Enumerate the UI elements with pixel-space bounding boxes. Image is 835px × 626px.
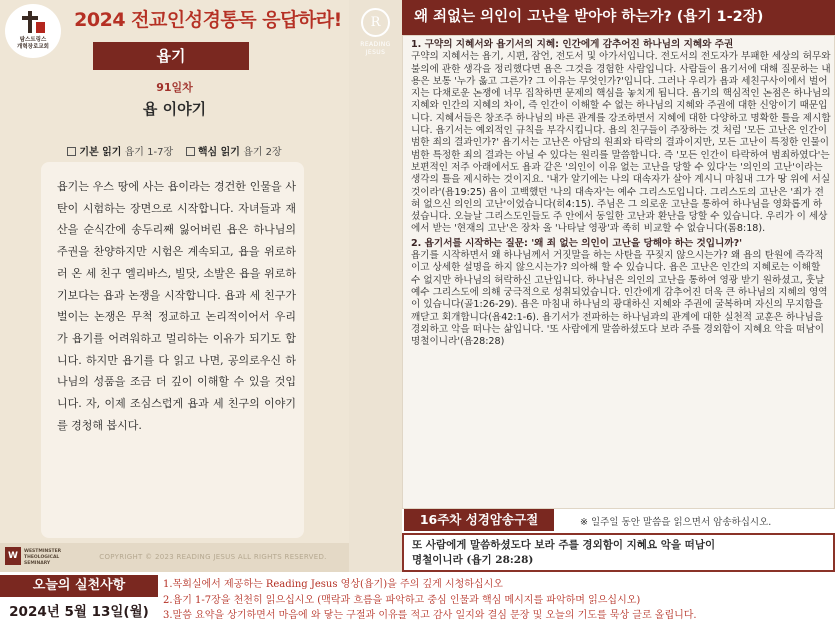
memory-verse-line-1: 또 사람에게 말씀하셨도다 보라 주를 경외함이 지혜요 악을 떠남이 (412, 539, 716, 551)
seminary-line-1: WESTMINSTER (24, 549, 62, 554)
section-2-heading: 2. 욥기서를 시작하는 질문: '왜 죄 없는 의인이 고난을 당해야 하는 것입니까?' (411, 237, 743, 249)
memory-verse-title: 16주차 성경암송구절 (404, 509, 554, 531)
memory-verse-box (402, 533, 835, 572)
practice-item: 1.목회실에서 제공하는 Reading Jesus 영상(욥기)을 주의 깊게 시청하십시오 (163, 579, 503, 590)
seminary-name (24, 549, 61, 567)
cross-icon (28, 11, 32, 33)
logo-text-1: 탐스트링스 (19, 37, 47, 43)
church-logo (5, 4, 61, 58)
commentary-body (411, 39, 831, 348)
cross-bar (22, 16, 38, 20)
copyright: COPYRIGHT © 2023 READING JESUS ALL RIGHTS RESERVED. (99, 553, 327, 561)
seminary-shield-icon: W (5, 547, 21, 565)
reading-jesus-text (349, 41, 402, 57)
memory-verse-note: ※ 일주일 동안 말씀을 읽으면서 암송하십시오. (580, 517, 772, 528)
section-2-body: 욥기를 시작하면서 왜 하나님께서 거짓말을 하는 사탄을 꾸짖지 않으시는가? 왜 욥의 탄원에 즉각적이고 상세한 설명을 하지 않으시는가? 의아해 할 수 있습니다. 욥은 고난은 인간의 지혜로는 이해할 수 없지만 하나님의 허락하신 고난입니다. 하나님은 의인의 고난을 통하여 영광 받기 원하셨고, 훗날 예수 그리스도에 의해 궁극적으로 성취되었습니다. 인간에게 감추어진 더욱 큰 하나님의 지혜의 영역이 있습니다(골1:26-29). 욥은 마침내 하나님의 광대하신 지혜와 주권에 굴복하며 자신의 무지함을 깨닫고 회개합니다(욥42:1-6). 욥기서가 전파하는 하나님과의 관계에 대한 실천적 교훈은 하나님을 경외하고 악을 떠나는 삶입니다. '또 사람에게 말씀하셨도다 보라 주를 경외함이 지혜요 악을 떠남이 명철이니라'(욥28:28) (411, 250, 828, 348)
section-title: 욥 이야기 (142, 100, 207, 118)
practice-item: 3.말씀 요약을 상기하면서 마음에 와 닿는 구절과 이유를 적고 감사 일지와 결심 문장 및 오늘의 기도를 묵상 글로 올립니다. (163, 610, 697, 621)
core-reading-label: 핵심 읽기 (197, 147, 240, 158)
commentary-box (402, 35, 835, 509)
rj-line-1: READING (360, 41, 391, 48)
section-1-heading: 1. 구약의 지혜서와 욥기서의 지혜: 인간에게 감추어진 하나님의 지혜와 주권 (411, 39, 734, 50)
question-header: 왜 죄없는 의인이 고난을 받아야 하는가? (욥기 1-2장) (402, 0, 835, 35)
core-reading-range: 욥기 2장 (243, 147, 282, 158)
footer-bar (0, 543, 349, 572)
practice-title: 오늘의 실천사항 (0, 575, 158, 597)
reading-jesus-logo-icon: R (361, 8, 390, 37)
left-panel (0, 0, 349, 572)
practice-list (163, 577, 833, 624)
section-1-body: 구약의 지혜서는 욥기, 시편, 잠언, 전도서 및 아가서입니다. 전도서의 전도자가 부패한 세상의 허무와 불의에 관한 생각을 정리했다면 욥은 그것을 경험한 사람입니다. 사람들이 욥기서에 대해 질문하는 내용은 보통 '누가 옳고 그른가? 그 이유는 무엇인가?'입니다. 그러나 우리가 욥과 세친구사이에서 벌어지는 다채로운 논쟁에 너무 집착하면 문제의 핵심을 놓치게 됩니다. 욥기의 핵심적인 논점은 하나님의 지혜와 인간의 지혜의 차이, 즉 인간이 이해할 수 없는 하나님의 지혜와 주권에 대한 신앙이기 때문입니다. 지혜서들은 창조주 하나님의 바른 관계를 강조하면서 지혜에 대한 다양하고 명확한 틀을 제시합니다. 욥기서는 예외적인 규칙을 부각시킵니다. 욥의 친구들이 주장하는 것 처럼 '모든 고난은 인간이 범한 죄의 결과인가?' 욥기서는 고난은 아담의 원죄와 타락의 결과이지만, 모든 고난이 특정한 인물이 범한 특정한 죄의 결과는 아닐 수 있다는 원리를 말씀합니다. 즉 '모든 인간이 타락하여 범죄하였다'는 보편적인 저주 아래에서도 욥과 같은 '의인이 이유 없는 고난을 당할 수 있다'는 '의인의 고난'이라는 생각의 틀을 제시하는 것이지요. '내가 알기에는 나의 대속자가 살아 계시니 마침내 그가 땅 위에 서실 것이라'(욥19:25) 욥이 고백했던 '나의 대속자'는 예수 그리스도입니다. 그리스도의 고난은 '죄가 전혀 없으신 의인의 고난'이었습니다(히4:15). 주님은 그 의로운 고난을 통하여 하나님을 영화롭게 하셨습니다. 오늘날 그리스도인들도 주 안에서 동일한 고난과 환난을 당할 수 있습니다. 우리가 이 세상에서 받는 '현재의 고난'은 장차 올 '나타날 영광'과 족히 비교할 수 없습니다(롬8:18). (411, 51, 831, 235)
day-label: 91일차 (156, 81, 193, 94)
rj-line-2: JESUS (365, 49, 386, 56)
reading-jesus-strip (349, 0, 402, 572)
main-title: 2024 전교인성경통독 응답하라! (74, 9, 342, 31)
basic-reading-label: 기본 읽기 (79, 147, 122, 158)
intro-text: 욥기는 우스 땅에 사는 욥이라는 경건한 인물을 사탄이 시험하는 장면으로 시작합니다. 자녀들과 재산을 순식간에 송두리째 잃어버린 욥은 하나님의 주권을 찬양하지만 시험은 계속되고, 욥을 위로하러 온 세 친구 엘리바스, 빌닷, 소발은 욥을 위로하기보다는 욥과 논쟁을 시작합니다. 욥과 세 친구가 벌이는 논쟁은 무척 정교하고 논리적이어서 우리가 욥기를 어려워하고 멀리하는 이유가 되기도 합니다. 하지만 욥기를 다 읽고 나면, 공의로우신 하나님의 성품을 조금 더 깊이 이해할 수 있을 것입니다. 자, 이제 조심스럽게 욥과 세 친구의 이야기를 경청해 봅시다. (57, 180, 296, 432)
basic-reading-range: 욥기 1-7장 (124, 147, 174, 158)
seminary-line-3: SEMINARY (24, 561, 51, 566)
logo-text-2: 개혁장로교회 (17, 44, 49, 50)
core-reading-checkbox[interactable] (186, 147, 195, 156)
practice-date: 2024년 5월 13일(월) (9, 604, 149, 620)
memory-verse-line-2: 명철이니라 (욥기 28:28) (412, 554, 534, 566)
intro-card (41, 162, 304, 538)
church-tower-icon (36, 22, 45, 33)
seminary-line-2: THEOLOGICAL (24, 555, 60, 560)
reading-plan (0, 143, 349, 158)
book-ribbon: 욥기 (93, 42, 249, 70)
basic-reading-checkbox[interactable] (67, 147, 76, 156)
practice-item: 2.욥기 1-7장을 천천히 읽으십시오 (맥락과 흐름을 파악하고 중심 인물과 핵심 메시지를 파악하며 읽으십시오) (163, 594, 641, 606)
